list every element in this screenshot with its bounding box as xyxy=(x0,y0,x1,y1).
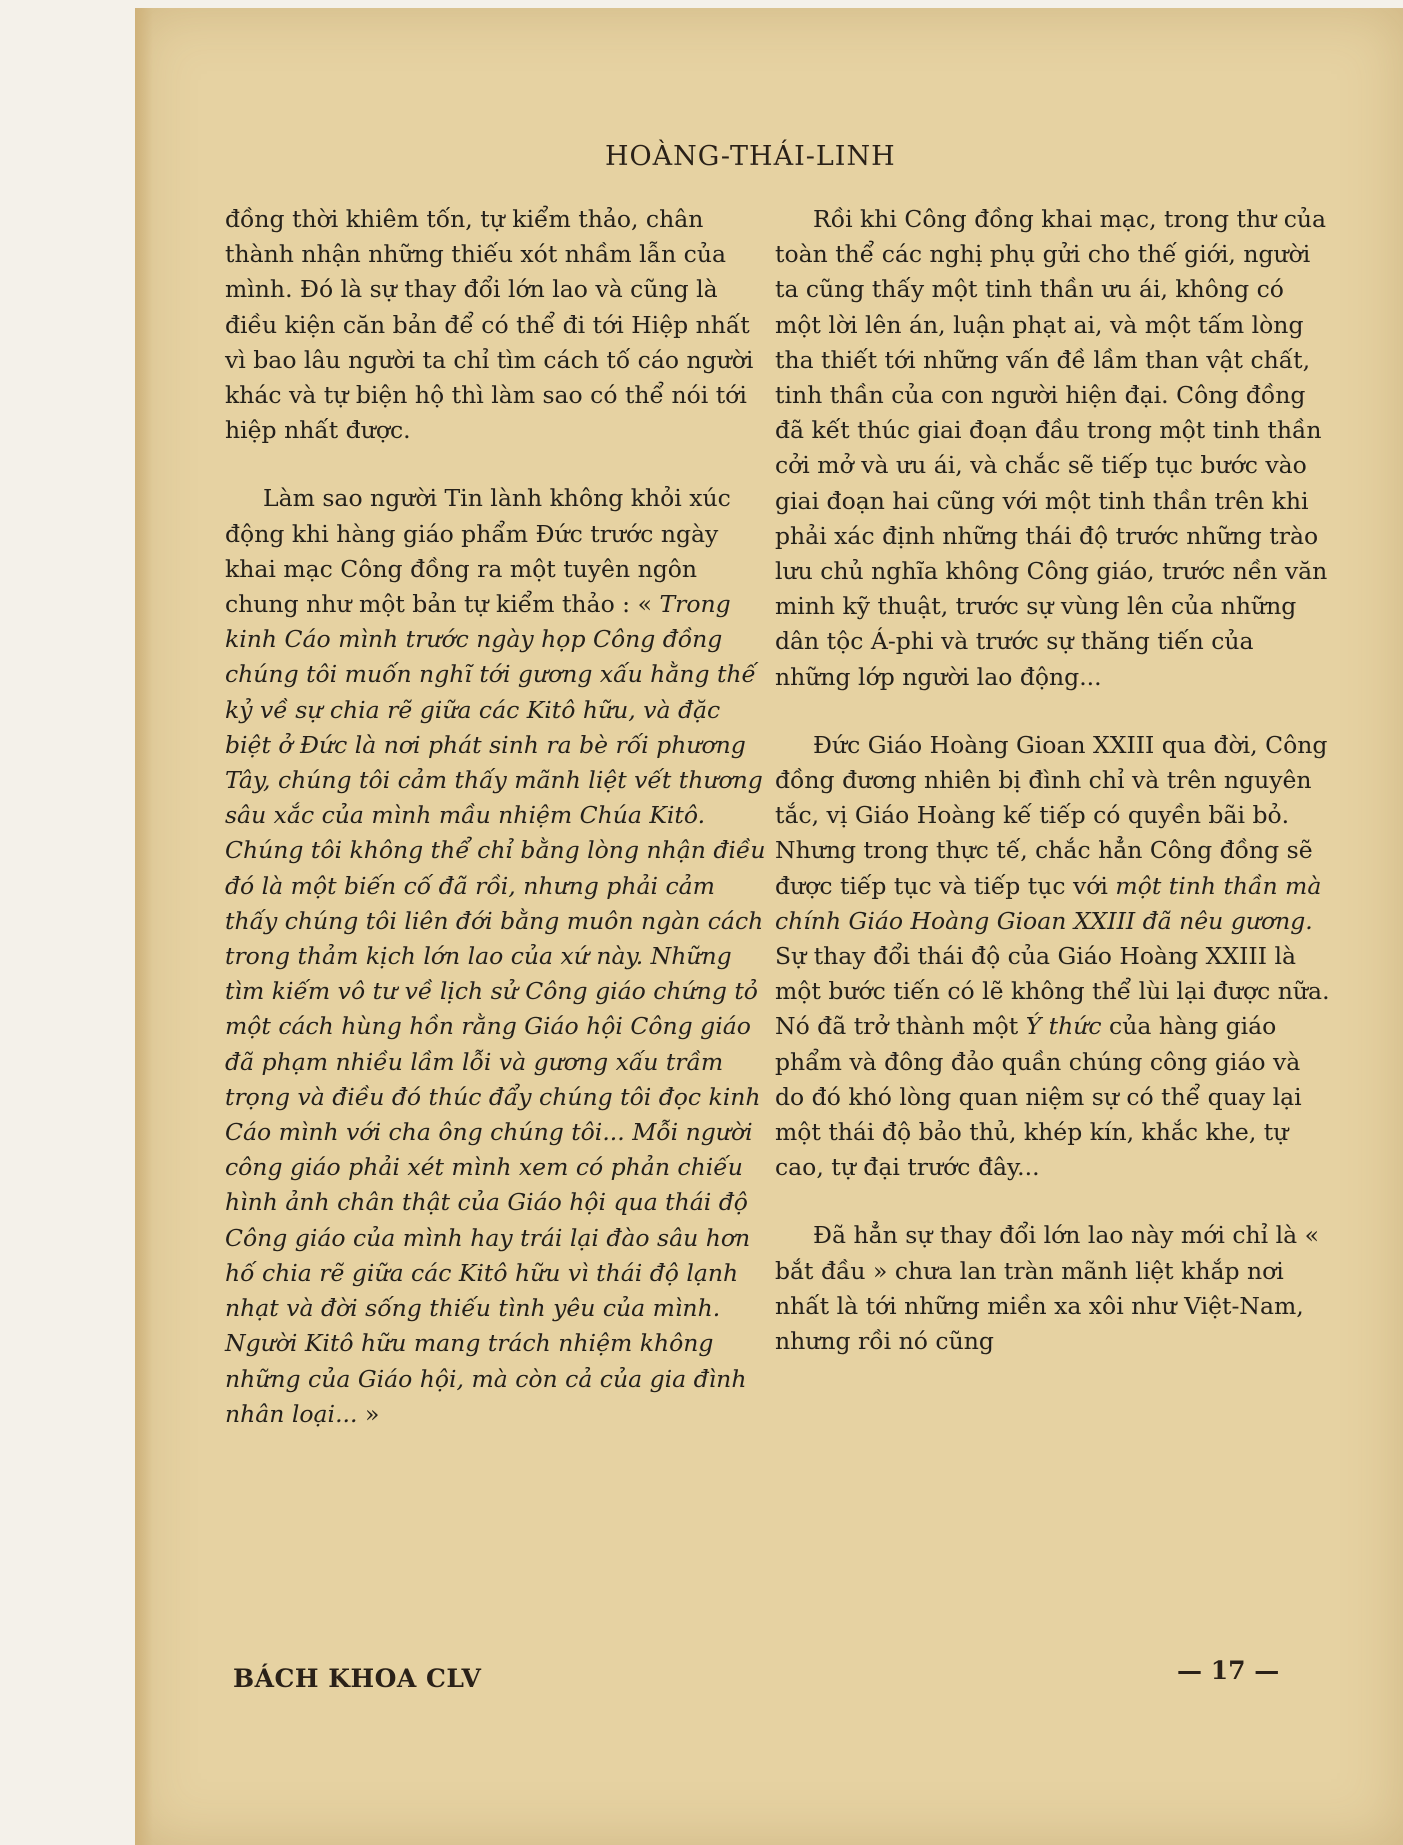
right-paragraph-2-b: Sự thay đổi thái độ của Giáo Hoàng XXIII là một bước tiến có lẽ không thể lùi lại được nữa. Nó đã trở thành một xyxy=(775,942,1330,1041)
right-paragraph-2 xyxy=(775,728,1335,1186)
page-edge-shadow xyxy=(135,8,153,1845)
left-paragraph-2-intro: Làm sao người Tin lành không khỏi xúc động khi hàng giáo phẩm Đức trước ngày khai mạc Công đồng ra một tuyên ngôn chung như một bản tự kiểm thảo : « xyxy=(225,484,731,619)
page-number: — 17 — xyxy=(1177,1656,1280,1685)
running-head: HOÀNG-THÁI-LINH xyxy=(605,141,896,172)
left-column xyxy=(225,202,770,1432)
right-paragraph-2-a: Đức Giáo Hoàng Gioan XXIII qua đời, Công đồng đương nhiên bị đình chỉ và trên nguyên tắc, vị Giáo Hoàng kế tiếp có quyền bãi bỏ. Nhưng trong thực tế, chắc hẳn Công đồng sẽ được tiếp tục và tiếp tục với xyxy=(775,730,1328,900)
german-bishops-quote: Trong kinh Cáo mình trước ngày họp Công đồng chúng tôi muốn nghĩ tới gương xấu hằng thế kỷ về sự chia rẽ giữa các Kitô hữu, và đặc biệt ở Đức là nơi phát sinh ra bè rối phương Tây, chúng tôi cảm thấy mãnh liệt vết thương sâu xắc của mình mầu nhiệm Chúa Kitô. Chúng tôi không thể chỉ bằng lòng nhận điều đó là một biến cố đã rồi, nhưng phải cảm thấy chúng tôi liên đới bằng muôn ngàn cách trong thảm kịch lớn lao của xứ này. Những tìm kiếm vô tư về lịch sử Công giáo chứng tỏ một cách hùng hồn rằng Giáo hội Công giáo đã phạm nhiều lầm lỗi và gương xấu trầm trọng và điều đó thúc đẩy chúng tôi đọc kinh Cáo mình với cha ông chúng tôi... Mỗi người công giáo phải xét mình xem có phản chiếu hình ảnh chân thật của Giáo hội qua thái độ Công giáo của mình hay trái lại đào sâu hơn hố chia rẽ giữa các Kitô hữu vì thái độ lạnh nhạt và đời sống thiếu tình yêu của mình. Người Kitô hữu mang trách nhiệm không những của Giáo hội, mà còn cả của gia đình nhân loại... xyxy=(225,590,766,1428)
right-paragraph-2-italic-2: Ý thức xyxy=(1025,1012,1102,1041)
quote-close-mark: » xyxy=(364,1399,380,1428)
left-paragraph-1: đồng thời khiêm tốn, tự kiểm thảo, chân thành nhận những thiếu xót nhầm lẫn của mình. Đó là sự thay đổi lớn lao và cũng là điều kiện căn bản để có thể đi tới Hiệp nhất vì bao lâu người ta chỉ tìm cách tố cáo người khác và tự biện hộ thì làm sao có thể nói tới hiệp nhất được. xyxy=(225,205,754,445)
right-paragraph-1: Rồi khi Công đồng khai mạc, trong thư của toàn thể các nghị phụ gửi cho thế giới, người ta cũng thấy một tinh thần ưu ái, không có một lời lên án, luận phạt ai, và một tấm lòng tha thiết tới những vấn đề lầm than vật chất, tinh thần của con người hiện đại. Công đồng đã kết thúc giai đoạn đầu trong một tinh thần cởi mở và ưu ái, và chắc sẽ tiếp tục bước vào giai đoạn hai cũng với một tinh thần trên khi phải xác định những thái độ trước những trào lưu chủ nghĩa không Công giáo, trước nền văn minh kỹ thuật, trước sự vùng lên của những dân tộc Á-phi và trước sự thăng tiến của những lớp người lao động... xyxy=(775,205,1328,691)
right-paragraph-2-italic: một tinh thần mà chính Giáo Hoàng Gioan XXIII đã nêu gương. xyxy=(775,871,1322,935)
right-column xyxy=(775,202,1335,1359)
publication-footer: BÁCH KHOA CLV xyxy=(233,1664,482,1693)
left-paragraph-2 xyxy=(225,481,770,1431)
page-sheet xyxy=(135,8,1403,1845)
right-paragraph-3: Đã hẳn sự thay đổi lớn lao này mới chỉ là « bắt đầu » chưa lan tràn mãnh liệt khắp nơi nhất là tới những miền xa xôi như Việt-Nam, nhưng rồi nó cũng xyxy=(775,1221,1319,1356)
right-paragraph-2-c: của hàng giáo phẩm và đông đảo quần chúng công giáo và do đó khó lòng quan niệm sự có thể quay lại một thái độ bảo thủ, khép kín, khắc khe, tự cao, tự đại trước đây... xyxy=(775,1012,1302,1182)
